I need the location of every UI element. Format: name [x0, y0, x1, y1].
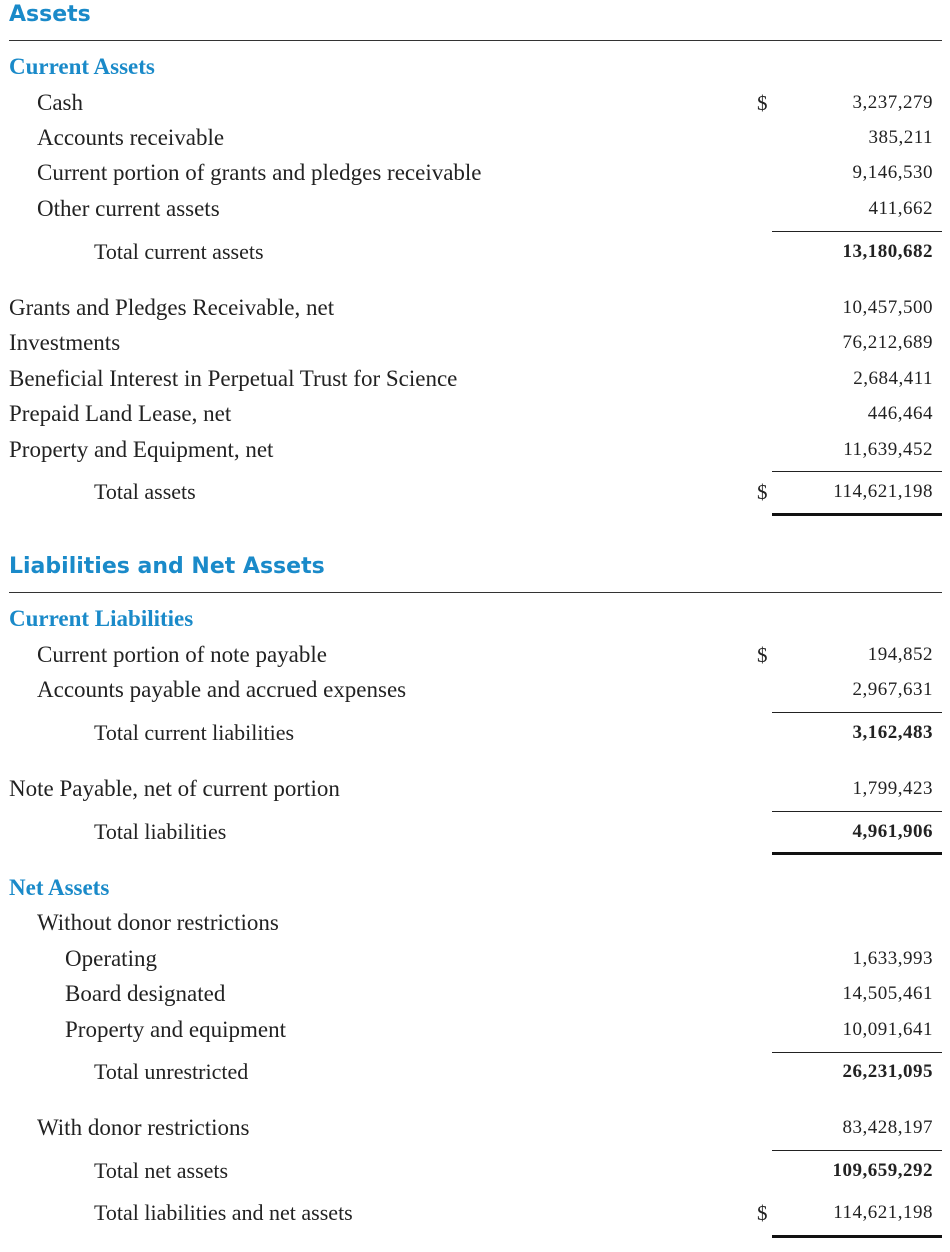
current-grants-value: 9,146,530 [852, 162, 933, 183]
total-rule [772, 513, 942, 516]
property-equipment-label: Property and Equipment, net [9, 437, 274, 462]
note-payable-current-label: Current portion of note payable [37, 642, 327, 667]
subtotal-rule [772, 712, 942, 713]
total-net-assets-value: 109,659,292 [832, 1160, 933, 1181]
subtotal-rule [772, 1052, 942, 1053]
total-current-liabilities-label: Total current liabilities [94, 720, 295, 745]
assets-heading: Assets [9, 2, 91, 27]
beneficial-interest-row [0, 362, 950, 396]
total-rule [772, 852, 942, 855]
note-payable-long-value: 1,799,423 [852, 778, 933, 799]
liabilities-heading: Liabilities and Net Assets [9, 554, 325, 579]
accounts-payable-label: Accounts payable and accrued expenses [37, 677, 407, 702]
total-unrestricted-label: Total unrestricted [94, 1059, 249, 1084]
grand-total-label: Total liabilities and net assets [94, 1200, 353, 1225]
total-liabilities-label: Total liabilities [94, 819, 227, 844]
prepaid-land-lease-row [0, 397, 950, 431]
operating-value: 1,633,993 [852, 948, 933, 969]
liabilities-heading-rule [9, 592, 942, 593]
investments-value: 76,212,689 [842, 332, 933, 353]
total-current-assets-row [0, 235, 950, 269]
with-donor-label: With donor restrictions [37, 1115, 250, 1140]
without-donor-label: Without donor restrictions [37, 910, 279, 935]
total-net-assets-label: Total net assets [94, 1158, 229, 1183]
total-assets-value: 114,621,198 [833, 481, 933, 502]
accounts-receivable-value: 385,211 [868, 127, 933, 148]
other-current-assets-label: Other current assets [37, 196, 220, 221]
beneficial-interest-value: 2,684,411 [853, 368, 933, 389]
current-liabilities-heading: Current Liabilities [9, 606, 194, 631]
property-equipment-value: 11,639,452 [843, 439, 933, 460]
grand-total-value: 114,621,198 [833, 1202, 933, 1223]
property-net-row [0, 1013, 950, 1047]
total-current-assets-value: 13,180,682 [842, 241, 933, 262]
accounts-receivable-row [0, 121, 950, 155]
without-donor-row [0, 906, 950, 940]
dollar-sign: $ [757, 1201, 768, 1225]
total-liabilities-row [0, 815, 950, 849]
current-grants-row [0, 156, 950, 190]
dollar-sign: $ [757, 91, 768, 115]
net-assets-heading: Net Assets [9, 875, 110, 900]
dollar-sign: $ [757, 480, 768, 504]
other-current-assets-value: 411,662 [868, 198, 933, 219]
cash-value: 3,237,279 [852, 92, 933, 113]
board-designated-value: 14,505,461 [842, 983, 933, 1004]
with-donor-row [0, 1111, 950, 1145]
prepaid-land-lease-label: Prepaid Land Lease, net [9, 401, 232, 426]
operating-row [0, 942, 950, 976]
prepaid-land-lease-value: 446,464 [867, 403, 933, 424]
total-assets-row [0, 475, 950, 509]
cash-label: Cash [37, 90, 83, 115]
grand-total-row [0, 1196, 950, 1230]
note-payable-current-row [0, 638, 950, 672]
current-grants-label: Current portion of grants and pledges receivable [37, 160, 482, 185]
subtotal-rule [772, 1150, 942, 1151]
grants-receivable-row [0, 291, 950, 325]
operating-label: Operating [65, 946, 157, 971]
assets-heading-rule [9, 40, 942, 41]
with-donor-value: 83,428,197 [842, 1117, 933, 1138]
note-payable-current-value: 194,852 [867, 644, 933, 665]
dollar-sign: $ [757, 643, 768, 667]
other-current-assets-row [0, 192, 950, 226]
board-designated-row [0, 977, 950, 1011]
total-unrestricted-value: 26,231,095 [842, 1061, 933, 1082]
board-designated-label: Board designated [65, 981, 226, 1006]
grants-receivable-label: Grants and Pledges Receivable, net [9, 295, 335, 320]
investments-row [0, 326, 950, 360]
cash-row [0, 86, 950, 120]
total-assets-label: Total assets [94, 479, 196, 504]
current-assets-heading: Current Assets [9, 54, 155, 79]
total-current-assets-label: Total current assets [94, 239, 264, 264]
accounts-receivable-label: Accounts receivable [37, 125, 225, 150]
subtotal-rule [772, 231, 942, 232]
accounts-payable-row [0, 673, 950, 707]
total-unrestricted-row [0, 1055, 950, 1089]
note-payable-long-row [0, 772, 950, 806]
total-current-liabilities-value: 3,162,483 [852, 722, 933, 743]
accounts-payable-value: 2,967,631 [852, 679, 933, 700]
property-net-label: Property and equipment [65, 1017, 287, 1042]
note-payable-long-label: Note Payable, net of current portion [9, 776, 340, 801]
total-rule [772, 1235, 942, 1238]
subtotal-rule [772, 471, 942, 472]
total-net-assets-row [0, 1154, 950, 1188]
property-net-value: 10,091,641 [842, 1019, 933, 1040]
grants-receivable-value: 10,457,500 [842, 297, 933, 318]
beneficial-interest-label: Beneficial Interest in Perpetual Trust for Science [9, 366, 458, 391]
investments-label: Investments [9, 330, 121, 355]
total-liabilities-value: 4,961,906 [852, 821, 933, 842]
total-current-liabilities-row [0, 716, 950, 750]
property-equipment-row [0, 433, 950, 467]
subtotal-rule [772, 811, 942, 812]
